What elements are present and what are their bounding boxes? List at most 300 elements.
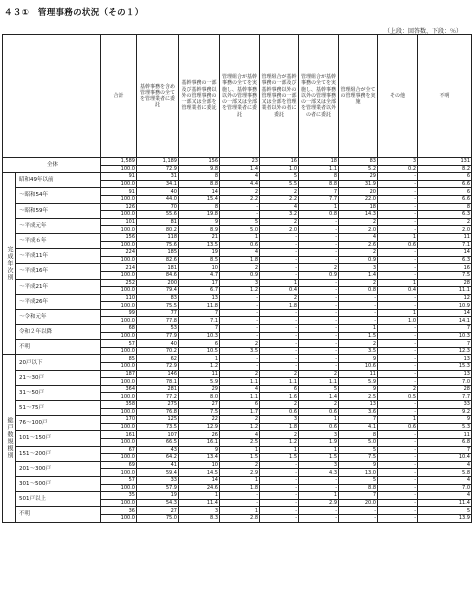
table-cell: 214 <box>101 264 137 272</box>
table-cell: - <box>378 370 418 378</box>
table-row <box>3 431 472 439</box>
table-cell: 100.0 <box>101 363 137 371</box>
table-cell: 11.4 <box>179 499 220 507</box>
table-cell: 14.1 <box>418 317 472 325</box>
table-cell: 78.1 <box>137 378 179 386</box>
table-cell: - <box>378 476 418 484</box>
table-cell: - <box>378 355 418 363</box>
row-label: 201～300戸 <box>16 461 101 476</box>
table-cell: 2 <box>260 431 299 439</box>
table-cell: 6.8 <box>418 438 472 446</box>
table-cell: 14 <box>418 309 472 317</box>
table-cell: 275 <box>137 401 179 409</box>
table-cell: 2 <box>339 279 378 287</box>
table-cell: 11.8 <box>179 302 220 310</box>
column-header <box>179 35 220 158</box>
table-cell: 7 <box>299 188 339 196</box>
table-cell: 3.5 <box>220 347 260 355</box>
column-header <box>260 35 299 158</box>
table-cell: 2 <box>260 370 299 378</box>
table-cell: 170 <box>101 416 137 424</box>
table-cell: 6.6 <box>418 195 472 203</box>
table-cell: 118 <box>137 233 179 241</box>
table-cell: 2.5 <box>220 438 260 446</box>
table-cell: 1 <box>378 279 418 287</box>
table-cell: 4 <box>418 476 472 484</box>
column-header-label: 合計 <box>113 92 124 99</box>
table-cell: 23 <box>220 158 260 166</box>
column-header <box>339 35 378 158</box>
page-title: ４３① 管理事務の状況（その１） <box>4 8 144 18</box>
table-cell: 55.6 <box>137 211 179 219</box>
table-cell: 1.1 <box>260 378 299 386</box>
table-cell: 2.0 <box>339 226 378 234</box>
table-cell: 5.0 <box>339 438 378 446</box>
table-cell: 5 <box>220 218 260 226</box>
table-cell: - <box>299 317 339 325</box>
table-cell: 27 <box>179 401 220 409</box>
row-label: 31～50戸 <box>16 385 101 400</box>
table-cell: - <box>378 446 418 454</box>
table-cell: 1.8 <box>260 423 299 431</box>
table-cell: 5 <box>339 446 378 454</box>
table-cell: 364 <box>101 385 137 393</box>
table-cell: 0.6 <box>378 423 418 431</box>
table-cell: 107 <box>137 431 179 439</box>
table-cell: 24.6 <box>179 484 220 492</box>
table-cell: 7.5 <box>339 454 378 462</box>
table-cell: - <box>220 492 260 500</box>
table-cell: 6 <box>418 173 472 181</box>
table-cell: 16 <box>418 264 472 272</box>
table-cell: - <box>378 378 418 386</box>
table-cell: 1 <box>378 233 418 241</box>
table-cell: 5.8 <box>418 469 472 477</box>
table-cell: 156 <box>179 158 220 166</box>
table-cell: 13.9 <box>418 514 472 522</box>
table-cell: 1,189 <box>137 158 179 166</box>
table-row <box>3 416 472 424</box>
table-cell: 100.0 <box>101 514 137 522</box>
table-cell: 110 <box>101 294 137 302</box>
table-cell: 100.0 <box>101 302 137 310</box>
table-cell: 11 <box>418 431 472 439</box>
table-cell: 125 <box>137 416 179 424</box>
row-label: 301～500戸 <box>16 476 101 491</box>
table-cell: 100.0 <box>101 195 137 203</box>
table-cell: 13.4 <box>179 454 220 462</box>
table-cell: 14 <box>179 188 220 196</box>
table-cell: 1.2 <box>220 287 260 295</box>
column-header <box>137 35 179 158</box>
column-header-label: 管理組合が基幹事務の全てを実施し、基幹事務以外の管理事務の一部又は全部を管理業者以外の者に委託 <box>300 74 336 118</box>
table-cell: 126 <box>101 203 137 211</box>
table-cell: - <box>299 249 339 257</box>
table-cell: 100.0 <box>101 211 137 219</box>
table-cell: 12.9 <box>179 423 220 431</box>
table-cell: 59.4 <box>137 469 179 477</box>
table-cell: - <box>378 507 418 515</box>
table-cell: 83 <box>339 158 378 166</box>
table-cell: - <box>220 355 260 363</box>
table-cell: 2 <box>220 188 260 196</box>
table-cell: 18 <box>339 203 378 211</box>
table-cell: 1.2 <box>220 423 260 431</box>
table-cell: 100.0 <box>101 469 137 477</box>
table-cell: 31.9 <box>339 180 378 188</box>
table-cell: 2.0 <box>260 226 299 234</box>
table-cell: - <box>378 211 418 219</box>
header-row <box>3 35 472 158</box>
table-cell: 8.5 <box>179 256 220 264</box>
table-cell: 19.8 <box>179 211 220 219</box>
table-cell: 26 <box>179 431 220 439</box>
table-row <box>3 158 472 166</box>
table-row <box>3 294 472 302</box>
column-header-label: その他 <box>389 92 405 99</box>
row-label: ～平成16年 <box>16 264 101 279</box>
table-cell: - <box>378 363 418 371</box>
table-cell: 3.5 <box>339 347 378 355</box>
table-cell: 3 <box>339 264 378 272</box>
table-row <box>3 461 472 469</box>
table-cell: 0.9 <box>220 271 260 279</box>
row-label: ～平成21年 <box>16 279 101 294</box>
table-cell: 7.1 <box>418 241 472 249</box>
table-cell: 5.9 <box>179 378 220 386</box>
table-cell: 4.1 <box>339 423 378 431</box>
table-cell: - <box>260 499 299 507</box>
table-cell: 1.4 <box>299 393 339 401</box>
row-label: ～令和元年 <box>16 309 101 324</box>
table-cell: 5.5 <box>260 180 299 188</box>
table-cell: - <box>220 317 260 325</box>
table-cell: 1.2 <box>179 363 220 371</box>
table-cell: 2 <box>220 340 260 348</box>
table-cell: 5.3 <box>418 423 472 431</box>
table-row <box>3 385 472 393</box>
table-cell: 9 <box>179 218 220 226</box>
table-cell: 81 <box>137 218 179 226</box>
table-cell: 73.5 <box>137 423 179 431</box>
management-status-table <box>2 34 472 523</box>
table-cell: 72.9 <box>137 363 179 371</box>
table-cell: 13 <box>418 370 472 378</box>
table-cell: 40 <box>137 188 179 196</box>
table-row <box>3 340 472 348</box>
table-cell: 10 <box>179 461 220 469</box>
table-cell: - <box>378 484 418 492</box>
table-cell: 28 <box>418 385 472 393</box>
table-cell: 20 <box>339 188 378 196</box>
table-cell: - <box>299 332 339 340</box>
table-cell: 7.7 <box>418 393 472 401</box>
table-cell: 5 <box>299 385 339 393</box>
table-cell: - <box>378 408 418 416</box>
table-row <box>3 203 472 211</box>
table-cell: 1.1 <box>220 393 260 401</box>
table-cell: 2 <box>339 249 378 257</box>
table-cell: - <box>260 340 299 348</box>
table-cell: - <box>299 476 339 484</box>
table-cell: - <box>220 499 260 507</box>
table-cell: 100.0 <box>101 241 137 249</box>
table-cell: 8 <box>179 203 220 211</box>
table-cell: 75.5 <box>137 302 179 310</box>
row-label: ～平成11年 <box>16 249 101 264</box>
table-cell: 1 <box>299 416 339 424</box>
table-cell: 100.0 <box>101 393 137 401</box>
table-cell: 3.2 <box>260 211 299 219</box>
table-cell: 185 <box>137 249 179 257</box>
table-cell: 0.6 <box>260 408 299 416</box>
table-cell: 0.2 <box>378 165 418 173</box>
table-cell: 8 <box>339 431 378 439</box>
table-cell: 7 <box>418 340 472 348</box>
table-cell: 1.6 <box>260 393 299 401</box>
table-cell: 4 <box>220 173 260 181</box>
table-cell: 8.0 <box>179 393 220 401</box>
table-cell: - <box>260 271 299 279</box>
table-row <box>3 249 472 257</box>
table-cell: 19 <box>137 492 179 500</box>
table-cell: 100.0 <box>101 317 137 325</box>
table-cell: - <box>339 507 378 515</box>
table-cell: 1.8 <box>220 484 260 492</box>
table-cell: 9 <box>179 446 220 454</box>
table-cell: 33 <box>418 401 472 409</box>
table-cell: 2 <box>418 218 472 226</box>
table-cell: - <box>220 363 260 371</box>
table-row <box>3 401 472 409</box>
table-cell: 10.4 <box>418 454 472 462</box>
table-cell: 6.3 <box>418 256 472 264</box>
table-cell: 2 <box>220 370 260 378</box>
table-cell: 64.2 <box>137 454 179 462</box>
table-cell: - <box>339 317 378 325</box>
table-cell: 1 <box>260 279 299 287</box>
table-cell: - <box>299 325 339 333</box>
column-header-label: 不明 <box>439 92 450 99</box>
table-cell: 6.6 <box>418 180 472 188</box>
table-cell: 53 <box>137 325 179 333</box>
table-cell: - <box>260 249 299 257</box>
row-label: 51～75戸 <box>16 401 101 416</box>
table-cell: 8 <box>418 203 472 211</box>
table-cell: 68 <box>101 325 137 333</box>
table-cell: - <box>260 363 299 371</box>
table-cell: 4 <box>220 431 260 439</box>
table-cell: 161 <box>101 431 137 439</box>
table-cell: - <box>260 476 299 484</box>
table-cell: - <box>260 256 299 264</box>
table-cell: 0.6 <box>299 423 339 431</box>
table-cell: 9 <box>339 461 378 469</box>
table-cell: - <box>299 279 339 287</box>
table-cell: 70 <box>137 203 179 211</box>
row-label: 令和２年以降 <box>16 325 101 340</box>
table-cell: 8.2 <box>418 165 472 173</box>
table-cell: 3 <box>299 461 339 469</box>
table-cell: 31 <box>137 173 179 181</box>
table-cell: 8.9 <box>179 226 220 234</box>
table-row <box>3 476 472 484</box>
column-header <box>220 35 260 158</box>
group-label-text: 完成年次別 <box>6 246 13 282</box>
table-row <box>3 173 472 181</box>
table-cell: - <box>339 302 378 310</box>
table-cell: 1 <box>220 233 260 241</box>
table-cell: 200 <box>137 279 179 287</box>
table-cell: 67 <box>101 446 137 454</box>
table-cell: 2.5 <box>339 393 378 401</box>
table-cell: 1.5 <box>339 332 378 340</box>
table-cell: 100.0 <box>101 271 137 279</box>
table-cell: - <box>378 180 418 188</box>
table-cell: 85 <box>101 355 137 363</box>
table-cell: 72.9 <box>137 165 179 173</box>
table-cell: 100.0 <box>101 423 137 431</box>
table-cell: - <box>299 287 339 295</box>
table-cell: 4.7 <box>179 271 220 279</box>
table-cell: 77.9 <box>137 332 179 340</box>
table-row <box>3 279 472 287</box>
table-cell: 7.0 <box>418 484 472 492</box>
table-cell: 2.2 <box>220 195 260 203</box>
column-header-label: 管理組合が基幹事務の全てを実施し、基幹事務以外の管理事務の一部又は全部を管理業者に委託 <box>221 74 257 118</box>
table-cell: 100.0 <box>101 332 137 340</box>
table-cell: - <box>220 302 260 310</box>
table-cell: - <box>260 492 299 500</box>
table-cell: 5.0 <box>220 226 260 234</box>
table-cell: 40 <box>137 340 179 348</box>
table-cell: 281 <box>137 385 179 393</box>
table-cell: - <box>299 218 339 226</box>
group-label-text: 総戸数規模別 <box>6 417 13 460</box>
table-cell: 4 <box>220 249 260 257</box>
table-row <box>3 325 472 333</box>
table-cell: 18 <box>299 158 339 166</box>
table-cell: 2.0 <box>418 226 472 234</box>
table-cell: 5 <box>418 507 472 515</box>
table-cell: - <box>339 514 378 522</box>
header-corner <box>3 35 101 158</box>
table-cell: 100.0 <box>101 287 137 295</box>
table-cell: 13.5 <box>179 241 220 249</box>
table-cell: - <box>260 507 299 515</box>
table-cell: 3 <box>378 158 418 166</box>
table-cell: 2.9 <box>299 499 339 507</box>
table-cell: 2 <box>260 218 299 226</box>
table-cell: 358 <box>101 401 137 409</box>
table-cell: 69 <box>101 461 137 469</box>
table-row <box>3 309 472 317</box>
table-cell: 100.0 <box>101 499 137 507</box>
table-cell: 4 <box>418 492 472 500</box>
table-cell: 3.6 <box>339 408 378 416</box>
column-header <box>299 35 339 158</box>
table-cell: - <box>299 363 339 371</box>
table-cell: 6.7 <box>179 287 220 295</box>
table-cell: 100.0 <box>101 378 137 386</box>
table-cell: 2 <box>220 461 260 469</box>
table-cell: 1.7 <box>220 408 260 416</box>
table-cell: 2 <box>299 370 339 378</box>
table-cell: 2 <box>260 188 299 196</box>
table-cell: 100.0 <box>101 438 137 446</box>
table-cell: 1.1 <box>220 378 260 386</box>
table-cell: - <box>378 325 418 333</box>
table-cell: 1.5 <box>299 454 339 462</box>
table-cell: - <box>260 264 299 272</box>
table-cell: 1 <box>260 446 299 454</box>
table-cell: - <box>378 332 418 340</box>
table-cell: 8.8 <box>339 484 378 492</box>
table-row <box>3 218 472 226</box>
row-label: 76～100戸 <box>16 416 101 431</box>
table-cell: 1.4 <box>220 165 260 173</box>
table-cell: - <box>378 256 418 264</box>
table-cell: 11 <box>179 370 220 378</box>
table-cell: 9 <box>339 355 378 363</box>
table-cell: 0.8 <box>299 211 339 219</box>
table-cell: - <box>378 347 418 355</box>
table-cell: - <box>299 241 339 249</box>
table-cell: 57.9 <box>137 484 179 492</box>
row-label: ～昭和59年 <box>16 203 101 218</box>
table-cell: - <box>378 438 418 446</box>
table-cell: 100.0 <box>101 454 137 462</box>
table-cell: 2.8 <box>220 514 260 522</box>
table-cell: 1.1 <box>299 378 339 386</box>
table-cell: 75.0 <box>137 514 179 522</box>
table-cell: 7.1 <box>179 317 220 325</box>
table-cell: 21 <box>179 233 220 241</box>
row-label: ～昭和54年 <box>16 188 101 203</box>
row-label: ～平成６年 <box>16 233 101 248</box>
table-cell: 91 <box>101 188 137 196</box>
table-cell: 9 <box>339 385 378 393</box>
table-cell: 75.6 <box>137 241 179 249</box>
table-cell: 1.1 <box>299 165 339 173</box>
row-label: 101～150戸 <box>16 431 101 446</box>
table-cell: 8 <box>179 173 220 181</box>
table-cell: 27 <box>137 507 179 515</box>
table-cell: 7 <box>418 325 472 333</box>
table-cell: 2 <box>260 401 299 409</box>
table-cell: 1.0 <box>378 317 418 325</box>
table-row <box>3 188 472 196</box>
table-cell: - <box>260 317 299 325</box>
table-cell: 0.6 <box>378 241 418 249</box>
table-cell: 15.3 <box>418 363 472 371</box>
table-cell: 43 <box>137 446 179 454</box>
table-cell: 1.5 <box>260 454 299 462</box>
table-cell: 100.0 <box>101 256 137 264</box>
table-cell: - <box>220 203 260 211</box>
table-row <box>3 446 472 454</box>
table-cell: 28 <box>418 279 472 287</box>
table-cell: 16.1 <box>179 438 220 446</box>
table-cell: 0.8 <box>339 287 378 295</box>
column-header-label: 管理組合が基幹事務の一部及び基幹事務以外の管理事務の一部又は全部を管理業者以外の者に委託 <box>261 74 297 118</box>
table-cell: - <box>220 309 260 317</box>
table-cell: - <box>378 401 418 409</box>
table-cell: 14 <box>418 249 472 257</box>
table-cell: - <box>378 195 418 203</box>
table-cell: 4.4 <box>220 180 260 188</box>
table-cell: 76.8 <box>137 408 179 416</box>
